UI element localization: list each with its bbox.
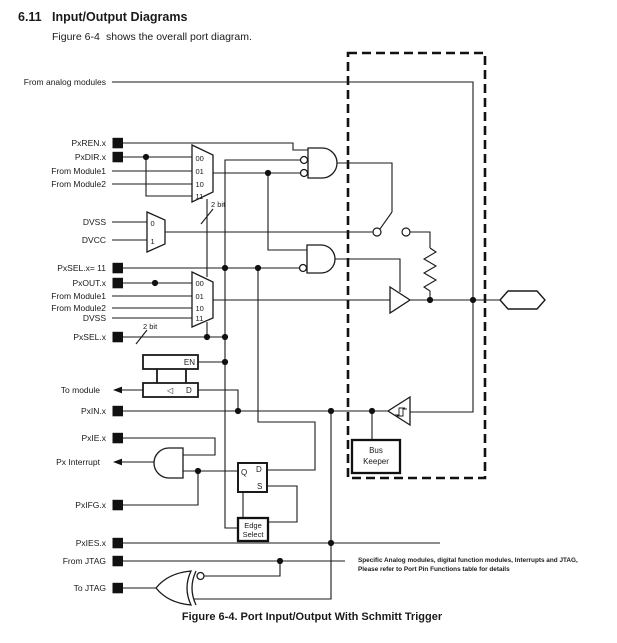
bus-width-label-mux: 2 bit [211,200,226,209]
latch-d-label: D [186,386,192,395]
junction-dot [255,265,261,271]
mux2-in10: 10 [195,304,204,313]
terminal-pxren [113,138,124,149]
pad-boundary-dashed-box [348,53,485,478]
jtag-xor-gate [156,571,191,605]
terminal-pxout [113,278,124,289]
pullmux-in1: 1 [150,237,155,246]
terminal-pxdir [113,152,124,163]
label-dvssb: DVSS [82,313,106,323]
junction-dot [222,334,228,340]
label-px-interrupt: Px Interrupt [56,457,100,467]
terminal-pxsel11 [113,263,124,274]
switch-contact-right [402,228,410,236]
pad-pin-symbol [500,291,545,309]
wire-pxdir-branch [146,157,192,196]
wire-direction-branch [268,173,307,250]
inverter-bubble [300,265,307,272]
label-from-module1: From Module1 [51,166,106,176]
ff-d-label: D [256,465,262,474]
terminal-from-jtag [113,556,124,567]
terminal-to-jtag [113,583,124,594]
bus-width-label-pxsel: 2 bit [143,322,158,331]
label-dvss: DVSS [82,217,106,227]
label-pxren: PxREN.x [71,138,106,148]
intro-text: shows the overall port diagram. [106,31,252,43]
switch-contact-left [373,228,381,236]
figure-caption: Figure 6-4. Port Input/Output With Schmitt Trigger [181,611,443,623]
terminal-pxies [113,538,124,549]
label-from-jtag: From JTAG [62,556,106,566]
inverter-bubble [301,170,308,177]
junction-dot [427,297,433,303]
label-pxout: PxOUT.x [72,278,106,288]
label-to-jtag: To JTAG [73,583,106,593]
label-pxie: PxIE.x [81,433,106,443]
terminal-pxsel [113,332,124,343]
label-from-module2b: From Module2 [51,303,106,313]
pullmux-in0: 0 [150,219,155,228]
junction-dot [143,154,149,160]
wire-ffd-chain [258,268,315,470]
label-from-module2: From Module2 [51,179,106,189]
junction-dot [369,408,375,414]
junction-dot [277,558,283,564]
junction-dot [222,265,228,271]
section-number: 6.11 [18,10,42,24]
figure-link[interactable]: Figure 6-4 [52,31,100,43]
switch-lever [380,212,392,229]
footnote-line1: Specific Analog modules, digital function modules, Interrupts and JTAG, [358,557,578,564]
signal-terminals [113,138,124,594]
pull-enable-and-gate [308,148,337,178]
terminal-pxifg [113,500,124,511]
junction-dot [222,359,228,365]
arrow-to-module [113,387,122,394]
wire-pull-enable [337,163,392,212]
latch-tri-label: ◁ [167,386,174,395]
junction-dot [265,170,271,176]
resistor [424,248,436,300]
label-pxsel: PxSEL.x [73,332,106,342]
footnote-line2: Please refer to Port Pin Functions table for details [358,566,510,573]
mux1-in00: 00 [195,154,204,163]
wire-latch-d [198,390,238,411]
driver-enable-and-gate [307,245,335,273]
junction-dot [195,468,201,474]
page-title: Input/Output Diagrams [52,10,188,24]
interrupt-and-gate [154,448,183,478]
junction-dot [204,334,210,340]
label-from-module1b: From Module1 [51,291,106,301]
junction-dot [328,540,334,546]
label-from-analog: From analog modules [23,77,106,87]
mux2-in11: 11 [195,314,204,323]
edge-select-label1: Edge [244,521,262,530]
wire-sel-chain [225,160,301,528]
arrow-px-interrupt [113,459,122,466]
mux1-in01: 01 [195,167,204,176]
wire-xor-top [204,561,280,576]
label-pxin: PxIN.x [80,406,106,416]
inverter-bubble [301,157,308,164]
wire-switch-resistor [410,232,430,248]
inverter-bubble [197,573,204,580]
bus-keeper-label1: Bus [369,446,383,455]
bus-keeper-label2: Keeper [363,457,389,466]
mux1-in10: 10 [195,180,204,189]
label-pxifg: PxIFG.x [75,500,106,510]
ff-q-label: Q [241,468,248,477]
latch-en-label: EN [183,358,195,367]
label-to-module: To module [60,385,100,395]
wire-analog-to-pad [112,82,473,412]
pull-select-mux [147,212,165,252]
label-dvcc: DVCC [81,235,106,245]
wire-ff-s [267,486,297,522]
label-pxies: PxIES.x [75,538,106,548]
mux2-in00: 00 [195,279,204,288]
label-pxdir: PxDIR.x [74,152,106,162]
junction-dot [235,408,241,414]
junction-dot [328,408,334,414]
xor-input-arc [192,571,196,605]
terminal-pxie [113,433,124,444]
mux2-in01: 01 [195,292,204,301]
junction-dot [470,297,476,303]
wire-pxren [123,143,308,150]
label-pxsel11: PxSEL.x= 11 [57,263,106,273]
junction-dot [152,280,158,286]
edge-select-label2: Select [242,530,264,539]
signal-labels [24,77,107,593]
ff-s-label: S [257,482,263,491]
mux1-in11: 11 [195,192,204,201]
terminal-pxin [113,406,124,417]
